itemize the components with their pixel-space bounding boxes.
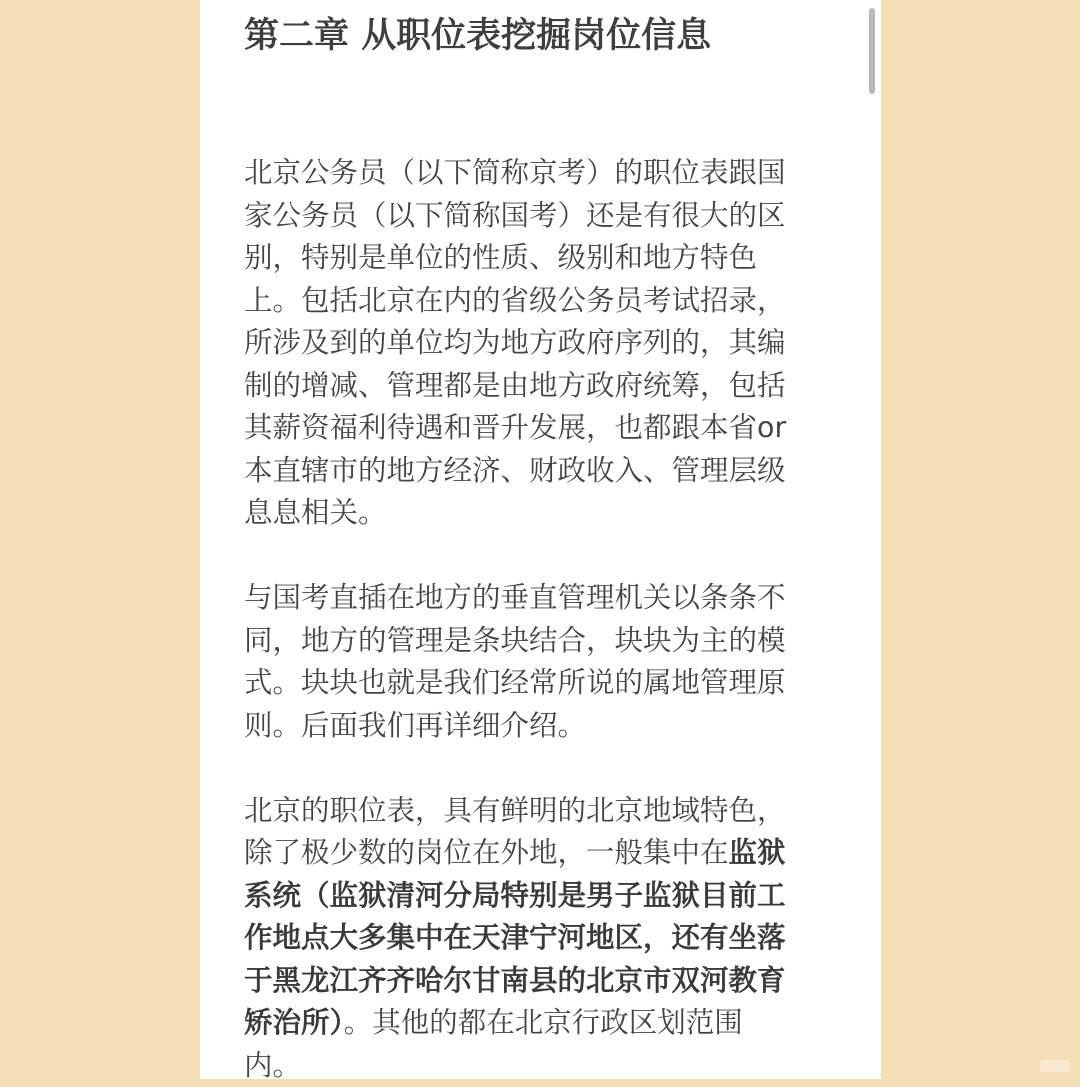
bold-text: 监狱: [729, 836, 786, 869]
text-line: 家公务员（以下简称国考）还是有很大的区: [244, 195, 834, 238]
text-line: [244, 1002, 834, 1045]
text-line: 内。: [244, 1045, 834, 1087]
text-line: 北京公务员（以下简称京考）的职位表跟国: [244, 152, 834, 195]
paragraph-2: [244, 577, 834, 747]
text-line: 本直辖市的地方经济、财政收入、管理层级: [244, 450, 834, 493]
chapter-title: 第二章 从职位表挖掘岗位信息: [244, 12, 844, 60]
text-line: 同，地方的管理是条块结合，块块为主的模: [244, 620, 834, 663]
text-line: 息息相关。: [244, 492, 834, 535]
text-line: 式。块块也就是我们经常所说的属地管理原: [244, 662, 834, 705]
text-line: [244, 875, 834, 918]
paragraph-1: [244, 152, 834, 535]
text-line: 其薪资福利待遇和晋升发展，也都跟本省or: [244, 407, 834, 450]
text-line: 与国考直插在地方的垂直管理机关以条条不: [244, 577, 834, 620]
bold-text: 矫治所）: [244, 1006, 344, 1039]
text-line: [244, 917, 834, 960]
text-line: 所涉及到的单位均为地方政府序列的，其编: [244, 322, 834, 365]
text-span: 除了极少数的岗位在外地，一般集中在: [244, 836, 729, 869]
scrollbar[interactable]: [869, 8, 875, 94]
bold-text: 作地点大多集中在天津宁河地区，还有坐落: [244, 921, 786, 954]
text-line: [244, 832, 834, 875]
text-line: 上。包括北京在内的省级公务员考试招录，: [244, 280, 834, 323]
bold-text: 于黑龙江齐齐哈尔甘南县的北京市双河教育: [244, 964, 786, 997]
paragraph-gap: [244, 535, 834, 578]
bold-text: 系统（监狱清河分局特别是男子监狱目前工: [244, 879, 786, 912]
text-span: 。其他的都在北京行政区划范围: [344, 1006, 743, 1039]
paragraph-gap: [244, 747, 834, 790]
text-line: 制的增减、管理都是由地方政府统筹，包括: [244, 365, 834, 408]
article-body: [244, 152, 834, 1087]
paragraph-3: [244, 790, 834, 1087]
text-line: [244, 960, 834, 1003]
text-line: 别，特别是单位的性质、级别和地方特色: [244, 237, 834, 280]
text-line: 则。后面我们再详细介绍。: [244, 705, 834, 748]
text-line: 北京的职位表，具有鲜明的北京地域特色，: [244, 790, 834, 833]
watermark: [1040, 1060, 1070, 1072]
